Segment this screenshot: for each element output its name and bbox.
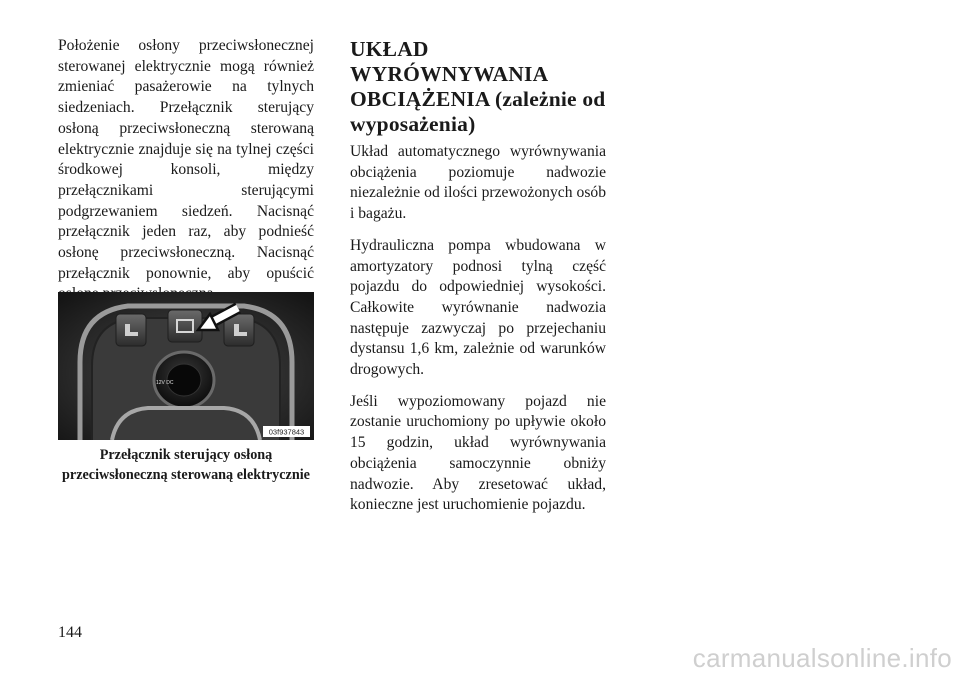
caption-line-1: Przełącznik sterujący osłoną bbox=[99, 447, 273, 463]
page-number: 144 bbox=[58, 624, 82, 641]
paragraph-1: Układ automatycznego wyrównywania obciążenia poziomuje nadwozie niezależnie od ilości przewożonych osób i bagażu. bbox=[350, 143, 606, 223]
right-column bbox=[350, 37, 606, 527]
section-heading bbox=[350, 37, 606, 137]
sunshade-switch-photo bbox=[58, 292, 314, 440]
sunshade-paragraph: Położenie osłony przeciwsłonecznej sterowanej elektrycznie mogą również zmieniać pasażerowie na tylnych siedzeniach. Przełącznik sterujący osłoną przeciwsłoneczną sterowaną elektrycznie znajduje się na tylnej części środkowej konsoli, między przełącznikami sterującymi podgrzewaniem siedzeń. Nacisnąć przełącznik jeden raz, aby podnieść osłonę przeciwsłoneczną. Nacisnąć przełącznik ponownie, aby opuścić bbox=[58, 37, 314, 282]
heading-line-4: wyposażenia) bbox=[350, 112, 476, 136]
socket-label: 12V DC bbox=[156, 380, 174, 386]
watermark: carmanualsonline.info bbox=[692, 643, 952, 673]
left-column bbox=[58, 36, 314, 305]
heading-line-1: UKŁAD bbox=[350, 37, 429, 61]
caption-line-2: przeciwsłoneczną sterowaną elektrycznie bbox=[62, 466, 310, 483]
heading-suffix: (zależnie od bbox=[494, 87, 606, 111]
paragraph-2: Hydrauliczna pompa wbudowana w amortyzatory podnosi tylną część pojazdu do odpowiedniej wysokości. Całkowite wyrównanie nadwozia następuje zazwyczaj po przejechaniu dystansu 1,6 km, zależnie od warunków drogowych. bbox=[350, 236, 606, 379]
figure-caption bbox=[44, 446, 328, 485]
heading-line-2: WYRÓWNYWANIA bbox=[350, 62, 549, 86]
image-code: 03f937843 bbox=[268, 427, 305, 437]
console-illustration bbox=[58, 292, 314, 440]
heading-line-3: OBCIĄŻENIA bbox=[350, 87, 490, 111]
paragraph-3: Jeśli wypoziomowany pojazd nie zostanie uruchomiony po upływie około 15 godzin, układ wyrównywania obciążenia samoczynnie obniży nadwozie. Aby zresetować układ, konieczne jest uruchomienie pojazdu. bbox=[350, 392, 606, 514]
